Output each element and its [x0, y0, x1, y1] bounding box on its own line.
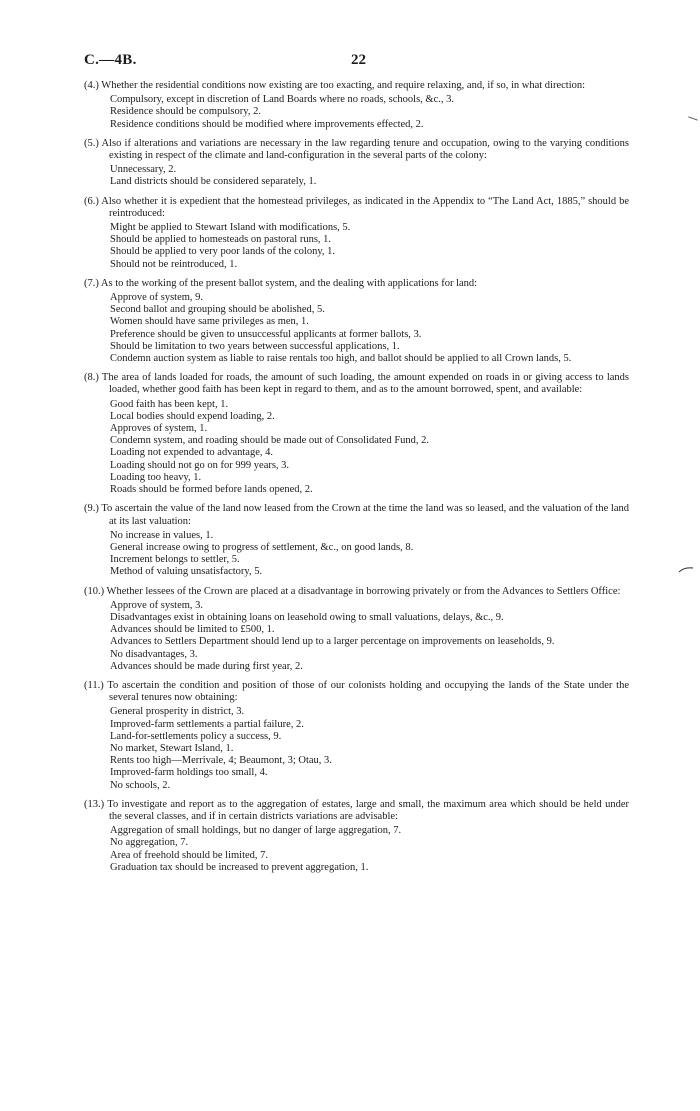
answer-item: Loading should not go on for 999 years, 3.	[110, 459, 290, 471]
answer-item: No aggregation, 7.	[110, 837, 189, 849]
answer-item: Preference should be given to unsuccessful applicants at former ballots, 3.	[110, 328, 422, 340]
answer-item: Area of freehold should be limited, 7.	[110, 849, 269, 861]
answer-item: Graduation tax should be increased to prevent aggregation, 1.	[110, 861, 369, 873]
page-number: 22	[351, 52, 366, 68]
page-header	[84, 52, 644, 72]
question-section	[84, 799, 629, 874]
answer-item: Compulsory, except in discretion of Land Boards where no roads, schools, &c., 3.	[110, 94, 454, 106]
answer-item: Condemn auction system as liable to raise rentals too high, and ballot should be applied to all Crown lands, 5.	[110, 353, 572, 365]
answer-item: Roads should be formed before lands opened, 2.	[110, 484, 313, 496]
answer-item: Improved-farm settlements a partial failure, 2.	[110, 718, 304, 730]
answer-item: General increase owing to progress of settlement, &c., on good lands, 8.	[110, 541, 414, 553]
answer-item: Good faith has been kept, 1.	[110, 398, 229, 410]
answer-item: Advances to Settlers Department should lend up to a larger percentage on improvements on leaseholds, 9.	[110, 636, 555, 648]
answer-item: Condemn system, and roading should be made out of Consolidated Fund, 2.	[110, 435, 430, 447]
answer-item: Land districts should be considered separately, 1.	[110, 176, 317, 188]
answer-item: No market, Stewart Island, 1.	[110, 742, 234, 754]
question-section	[84, 680, 629, 792]
answer-list	[84, 292, 629, 365]
answer-item: Women should have same privileges as men, 1.	[110, 316, 309, 328]
answer-item: No schools, 2.	[110, 779, 171, 791]
question-text: (4.) Whether the residential conditions now existing are too exacting, and require relaxing, and, if so, in what direction:	[84, 80, 586, 91]
question-section	[84, 586, 629, 673]
answer-item: Should be limitation to two years between successful applications, 1.	[110, 340, 400, 352]
answer-item: Might be applied to Stewart Island with modifications, 5.	[110, 222, 351, 234]
answer-list	[84, 164, 629, 188]
answer-item: Unnecessary, 2.	[110, 164, 177, 176]
question-text: (9.) To ascertain the value of the land now leased from the Crown at the time the land was so leased, and the valuation of the land at its last valuation:	[84, 503, 629, 527]
answer-item: No increase in values, 1.	[110, 529, 214, 541]
answer-item: Approve of system, 9.	[110, 292, 204, 304]
question-section	[84, 372, 629, 496]
question-section	[84, 196, 629, 271]
answer-item: Advances should be limited to £500, 1.	[110, 624, 275, 636]
question-text: (10.) Whether lessees of the Crown are placed at a disadvantage in borrowing privately or from the Advances to Settlers Office:	[84, 585, 621, 597]
answer-item: General prosperity in district, 3.	[110, 706, 245, 718]
margin-mark	[678, 566, 694, 574]
answer-item: Method of valuing unsatisfactory, 5.	[110, 566, 263, 578]
answer-item: Rents too high—Merrivale, 4; Beaumont, 3; Otau, 3.	[110, 755, 332, 767]
document-body	[84, 80, 629, 881]
answer-list	[84, 222, 629, 271]
answer-item: Local bodies should expend loading, 2.	[110, 410, 275, 422]
answer-list	[84, 706, 629, 791]
answer-item: Residence should be compulsory, 2.	[110, 106, 261, 118]
question-section	[84, 278, 629, 365]
answer-list	[84, 399, 629, 497]
answer-list	[84, 94, 629, 131]
answer-item: No disadvantages, 3.	[110, 648, 198, 660]
question-text: (11.) To ascertain the condition and position of those of our colonists holding and occupying the lands of the State under the several tenures now obtaining:	[84, 679, 629, 704]
question-section	[84, 80, 629, 131]
question-text: (13.) To investigate and report as to the aggregation of estates, large and small, the maximum area which should be held under the several classes, and if in certain districts variations are advisable:	[84, 798, 629, 822]
question-section	[84, 503, 629, 578]
answer-list	[84, 600, 629, 673]
question-text: (6.) Also whether it is expedient that the homestead privileges, as indicated in the Appendix to “The Land Act, 1885,” should be reintroduced:	[84, 195, 629, 219]
answer-item: Residence conditions should be modified where improvements effected, 2.	[110, 118, 424, 130]
answer-item: Disadvantages exist in obtaining loans on leasehold owing to small valuations, delays, &c., 9.	[110, 611, 504, 623]
answer-item: Loading not expended to advantage, 4.	[110, 447, 273, 459]
answer-item: Should be applied to very poor lands of the colony, 1.	[110, 246, 336, 258]
answer-item: Should be applied to homesteads on pastoral runs, 1.	[110, 234, 332, 246]
answer-list	[84, 530, 629, 579]
answer-item: Should not be reintroduced, 1.	[110, 258, 238, 270]
answer-item: Improved-farm holdings too small, 4.	[110, 767, 268, 779]
answer-item: Loading too heavy, 1.	[110, 471, 202, 483]
answer-item: Increment belongs to settler, 5.	[110, 554, 240, 566]
answer-item: Advances should be made during first year, 2.	[110, 660, 303, 672]
document-reference: C.—4B.	[84, 52, 137, 68]
question-text: (7.) As to the working of the present ballot system, and the dealing with applications for land:	[84, 277, 478, 289]
answer-item: Approves of system, 1.	[110, 423, 208, 435]
answer-list	[84, 825, 629, 874]
answer-item: Approve of system, 3.	[110, 599, 204, 611]
answer-item: Land-for-settlements policy a success, 9.	[110, 730, 282, 742]
margin-mark	[688, 116, 698, 120]
answer-item: Second ballot and grouping should be abolished, 5.	[110, 304, 325, 316]
question-text: (8.) The area of lands loaded for roads, the amount of such loading, the amount expended on roads in or giving access to lands loaded, whether good faith has been kept in regard to them, and as to the amount borrowed, spent, and available:	[84, 372, 629, 396]
question-section	[84, 138, 629, 189]
question-text: (5.) Also if alterations and variations are necessary in the law regarding tenure and occupation, owing to the varying conditions existing in respect of the climate and land-configuration in the several parts of the colony:	[84, 137, 629, 162]
answer-item: Aggregation of small holdings, but no danger of large aggregation, 7.	[110, 825, 402, 837]
